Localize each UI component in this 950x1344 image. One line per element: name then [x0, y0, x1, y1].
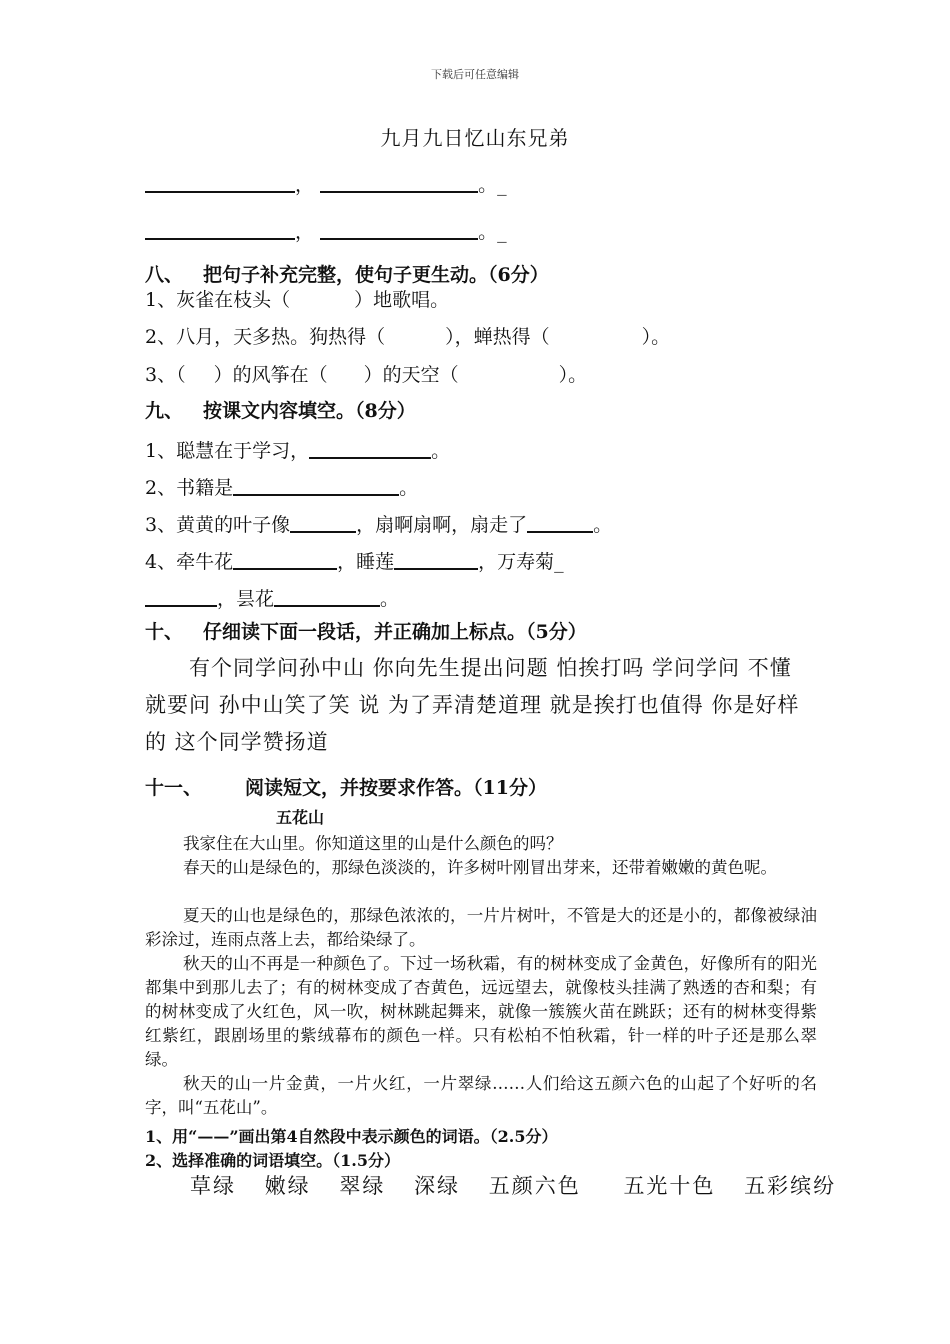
word-choice[interactable]: 五彩缤纷	[744, 1174, 837, 1198]
item-text: 。	[431, 440, 451, 462]
fill-blank[interactable]	[309, 438, 431, 459]
section10-num: 十、	[145, 621, 184, 643]
section8-heading	[145, 264, 549, 287]
section11-num: 十一、	[145, 777, 203, 799]
section11-title: 阅读短文，并按要求作答。（11分）	[245, 777, 547, 799]
section11-heading	[145, 777, 547, 800]
fill-blank[interactable]	[394, 549, 478, 570]
word-choices	[190, 1170, 856, 1200]
section11-q1: 1、用“——”画出第4自然段中表示颜色的词语。（2.5分）	[145, 1127, 558, 1146]
section9-num: 九、	[145, 400, 184, 422]
poem-trail: _	[497, 174, 507, 196]
section9-q1	[145, 438, 450, 463]
item-text: ，扇啊扇啊，扇走了	[356, 514, 528, 536]
story-paragraph-4[interactable]: 秋天的山不再是一种颜色了。下过一场秋霜，有的树林变成了金黄色，好像所有的阳光都集中到那儿去了；有的树林变成了杏黄色，远远望去，就像枝头挂满了熟透的杏和梨；有的树林变成了火红色，风一吹，树林跳起舞来，就像一簇簇火苗在跳跃；还有的树林变得紫红紫红，跟剧场里的紫绒幕布的颜色一样。只有松柏不怕秋霜，针一样的叶子还是那么翠绿。	[145, 954, 817, 1069]
section8-item-2	[145, 326, 670, 349]
item-text: ，睡莲	[337, 551, 395, 573]
item-text: 。	[399, 477, 419, 499]
section9-q3	[145, 512, 612, 537]
section10-title: 仔细读下面一段话，并正确加上标点。（5分）	[203, 621, 587, 643]
story-paragraph-1: 我家住在大山里。你知道这里的山是什么颜色的吗？	[183, 834, 563, 853]
story-paragraph-3: 夏天的山也是绿色的，那绿色浓浓的，一片片树叶，不管是大的还是小的，都像被绿油彩涂过，连雨点落上去，都给染绿了。	[145, 906, 817, 949]
poem-blank[interactable]	[320, 172, 478, 193]
item-text: 3、黄黄的叶子像	[145, 514, 291, 536]
item-text: 4、牵牛花	[145, 551, 234, 573]
poem-trail: _	[497, 221, 507, 243]
fill-blank[interactable]	[290, 512, 356, 533]
word-choice[interactable]: 草绿	[190, 1174, 236, 1198]
section8-item-1	[145, 289, 449, 312]
section8-title: 把句子补充完整，使句子更生动。（6分）	[203, 264, 549, 286]
story-paragraph-5: 秋天的山一片金黄，一片火红，一片翠绿……人们给这五颜六色的山起了个好听的名字，叫“五花山”。	[145, 1074, 817, 1117]
section9-q2	[145, 475, 418, 500]
section10-heading	[145, 621, 587, 644]
item-text: 1、聪慧在于学习，	[145, 440, 310, 462]
item-text: ）。	[641, 326, 671, 348]
item-text: ，万寿菊_	[478, 551, 564, 573]
section9-heading	[145, 400, 416, 423]
item-text: 。	[593, 514, 613, 536]
word-choice[interactable]: 嫩绿	[264, 1174, 311, 1198]
item-text: ）。	[558, 364, 588, 386]
poem-stop: 。	[478, 221, 498, 243]
item-text: 2、八月，天多热。狗热得（	[145, 326, 386, 348]
section9-title: 按课文内容填空。（8分）	[203, 400, 416, 422]
item-text: ）地歌唱。	[354, 289, 450, 311]
item-text: 。	[380, 588, 400, 610]
word-choice[interactable]: 翠绿	[339, 1174, 386, 1198]
item-text: 1、灰雀在枝头（	[145, 289, 291, 311]
fill-blank[interactable]	[145, 586, 217, 607]
story-title: 五花山	[276, 808, 325, 827]
poem-blank[interactable]	[145, 219, 295, 240]
fill-blank[interactable]	[233, 549, 337, 570]
word-choice[interactable]: 五颜六色	[488, 1174, 581, 1198]
section9-q4	[145, 549, 564, 574]
section11-q2: 2、选择准确的词语填空。（1.5分）	[145, 1151, 400, 1170]
poem-line-1	[145, 172, 507, 197]
poem-blank[interactable]	[145, 172, 295, 193]
story-paragraph-2: 春天的山是绿色的，那绿色淡淡的，许多树叶刚冒出芽来，还带着嫩嫩的黄色呢。	[183, 858, 777, 877]
punctuation-passage[interactable]: 有个同学问孙中山 你向先生提出问题 怕挨打吗 学问学问 不懂就要问 孙中山笑了笑 说 为了弄清楚道理 就是挨打也值得 你是好样的 这个同学赞扬道	[145, 656, 800, 754]
word-choice[interactable]: 深绿	[414, 1174, 461, 1198]
poem-line-2	[145, 219, 507, 244]
header-note: 下载后可任意编辑	[431, 68, 519, 81]
poem-comma: ，	[295, 221, 315, 243]
fill-blank[interactable]	[527, 512, 593, 533]
item-text: ，昙花	[217, 588, 275, 610]
poem-comma: ，	[295, 174, 315, 196]
fill-blank[interactable]	[274, 586, 380, 607]
section9-q4-cont	[145, 586, 399, 611]
poem-blank[interactable]	[320, 219, 478, 240]
fill-blank[interactable]	[233, 475, 399, 496]
item-text: 3、（	[145, 364, 186, 386]
word-choice[interactable]: 五光十色	[623, 1174, 716, 1198]
section8-item-3	[145, 364, 587, 387]
poem-title: 九月九日忆山东兄弟	[380, 126, 570, 150]
poem-stop: 。	[478, 174, 498, 196]
item-text: 2、书籍是	[145, 477, 234, 499]
item-text: ）的风筝在（	[213, 364, 328, 386]
section8-num: 八、	[145, 264, 184, 286]
item-text: ），蝉热得（	[445, 326, 550, 348]
item-text: ）的天空（	[363, 364, 459, 386]
